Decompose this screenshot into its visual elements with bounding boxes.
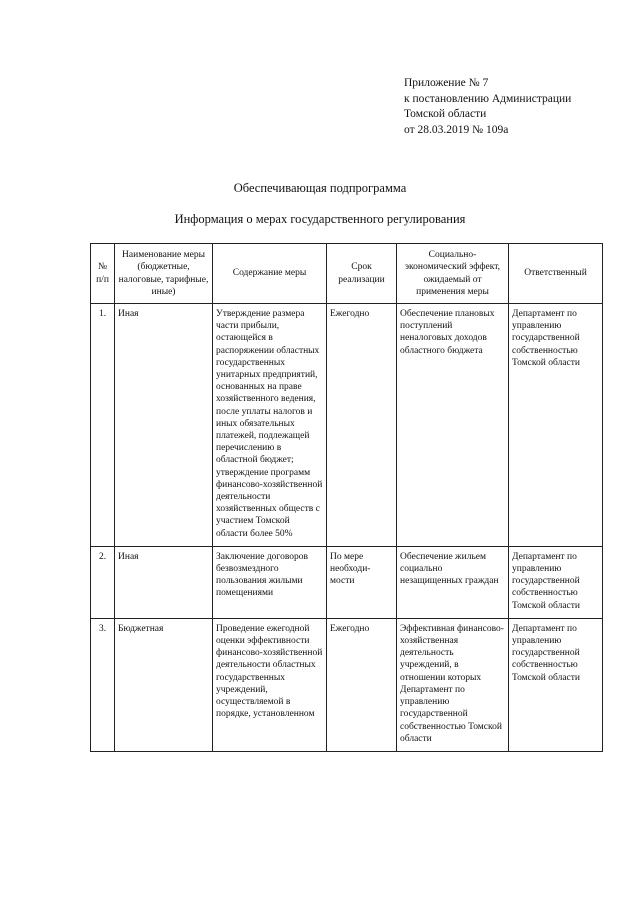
row-effect: Эффективная финансово-хозяйственная деятельность учреждений, в отношении которых Департамент по управлению государственной собственностью Томской области bbox=[397, 618, 509, 751]
table-row bbox=[91, 546, 603, 618]
row-content: Заключение договоров безвозмездного пользования жилыми помещениями bbox=[213, 546, 327, 618]
table-row bbox=[91, 304, 603, 547]
subprogram-title: Обеспечивающая подпрограмма bbox=[233, 181, 407, 195]
row-effect: Обеспечение жильем социально незащищенных граждан bbox=[397, 546, 509, 618]
row-number: 3. bbox=[91, 618, 115, 751]
header-responsible: Ответственный bbox=[509, 244, 603, 304]
row-type: Бюджетная bbox=[115, 618, 213, 751]
header-content: Содержание меры bbox=[213, 244, 327, 304]
row-content: Проведение ежегодной оценки эффективности финансово-хозяйственной деятельности областных государственных учреждений, осуществляемой в порядке, установленном bbox=[213, 618, 327, 751]
row-responsible: Департамент по управлению государственной собственностью Томской области bbox=[509, 618, 603, 751]
row-term: Ежегодно bbox=[327, 304, 397, 547]
table-header-row bbox=[91, 244, 603, 304]
appendix-line: к постановлению Администрации bbox=[404, 92, 572, 105]
appendix-block bbox=[404, 76, 571, 138]
row-type: Иная bbox=[115, 546, 213, 618]
header-effect: Социально-экономический эффект, ожидаемый от применения меры bbox=[397, 244, 509, 304]
appendix-line: Приложение № 7 bbox=[404, 77, 489, 89]
header-number: № п/п bbox=[91, 244, 115, 304]
row-number: 1. bbox=[91, 304, 115, 547]
table-row bbox=[91, 618, 603, 751]
header-term: Срок реализации bbox=[327, 244, 397, 304]
appendix-line: Томской области bbox=[404, 108, 487, 120]
appendix-line: от 28.03.2019 № 109а bbox=[404, 123, 509, 136]
row-responsible: Департамент по управлению государственной собственностью Томской области bbox=[509, 304, 603, 547]
header-measure-type: Наименование меры (бюджетные, налоговые, тарифные, иные) bbox=[115, 244, 213, 304]
table-title: Информация о мерах государственного регулирования bbox=[174, 212, 466, 226]
row-content: Утверждение размера части прибыли, остающейся в распоряжении областных государственных унитарных предприятий, основанных на праве хозяйственного ведения, после уплаты налогов и иных обязательных платежей, подлежащей перечислению в областной бюджет; утверждение программ финансово-хозяйственной деятельности хозяйственных обществ с участием Томской области более 50% bbox=[213, 304, 327, 547]
row-responsible: Департамент по управлению государственной собственностью Томской области bbox=[509, 546, 603, 618]
row-term: Ежегодно bbox=[327, 618, 397, 751]
measures-table bbox=[90, 243, 603, 752]
row-type: Иная bbox=[115, 304, 213, 547]
row-effect: Обеспечение плановых поступлений неналоговых доходов областного бюджета bbox=[397, 304, 509, 547]
row-term: По мере необходи-мости bbox=[327, 546, 397, 618]
row-number: 2. bbox=[91, 546, 115, 618]
